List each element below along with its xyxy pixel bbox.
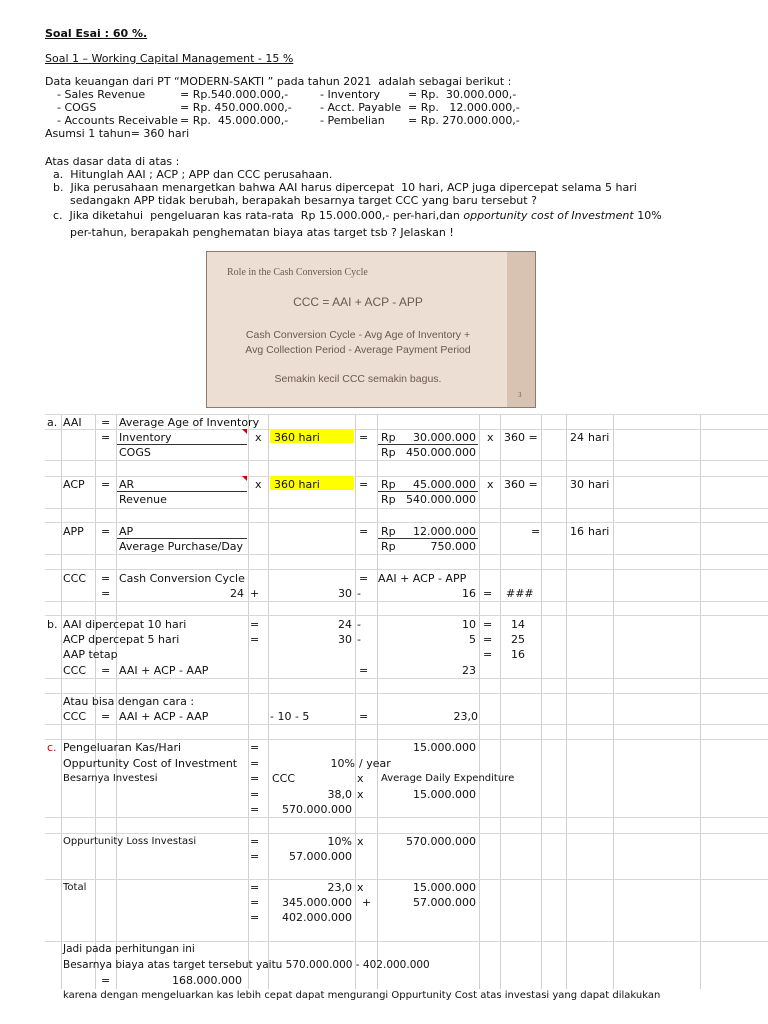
data-value: = Rp. 12.000.000,-: [408, 101, 520, 114]
b-aai-result: 14: [511, 618, 525, 631]
avg-purchase-value: 750.000: [430, 540, 476, 553]
question-c-end: 10%: [633, 209, 662, 222]
comment-marker: [242, 429, 247, 434]
cogs-label: COGS: [119, 446, 151, 459]
app-label: APP: [63, 525, 84, 538]
equals-sign: =: [250, 896, 260, 909]
c-loss-base: 570.000.000: [406, 835, 476, 848]
multiply-sign: x: [357, 772, 364, 785]
data-label: - Inventory: [320, 88, 381, 101]
c-ade-value: 15.000.000: [413, 788, 476, 801]
equals-sign: =: [250, 772, 260, 785]
equals-sign: =: [250, 881, 260, 894]
equals-sign: =: [250, 835, 260, 848]
revenue-value: 540.000.000: [406, 493, 476, 506]
days-unit: hari: [588, 431, 610, 444]
c-total-ade: 15.000.000: [413, 881, 476, 894]
question-c-cont: per-tahun, berapakah penghematan biaya atas target tsb ? Jelaskan !: [70, 226, 454, 239]
b-acp-label: ACP dpercepat 5 hari: [63, 633, 180, 646]
equals-sign: =: [250, 850, 260, 863]
slide-image: [206, 251, 536, 408]
equals-sign: =: [101, 478, 111, 491]
section-title: Soal 1 – Working Capital Management - 15 %: [45, 52, 294, 65]
question-b: b. Jika perusahaan menargetkan bahwa AAI harus dipercepat 10 hari, ACP juga dipercepat selama 5 hari: [53, 181, 637, 194]
equals-sign: =: [101, 431, 111, 444]
equals-sign: =: [250, 911, 260, 924]
data-label: - Pembelian: [320, 114, 385, 127]
b-aai-value: 24: [338, 618, 352, 631]
slide-formula: CCC = AAI + ACP - APP: [293, 295, 423, 309]
equals-sign: =: [359, 431, 369, 444]
b-ccc-formula: AAI + ACP - AAP: [119, 664, 209, 677]
slide-page-number: 3: [518, 391, 522, 399]
slide-desc-line1: Cash Conversion Cycle - Avg Age of Inventory +: [245, 329, 471, 341]
rp-label: Rp: [381, 431, 396, 444]
c-loss-label: Oppurtunity Loss Investasi: [63, 836, 197, 847]
data-value: = Rp. 30.000.000,-: [408, 88, 517, 101]
b-acp-value: 30: [338, 633, 352, 646]
revenue-label: Revenue: [119, 493, 167, 506]
days-unit: hari: [588, 478, 610, 491]
conclusion-result: 168.000.000: [172, 974, 242, 987]
inventory-value: 30.000.000: [413, 431, 476, 444]
question-c-text: c. Jika diketahui pengeluaran kas rata-rata Rp 15.000.000,- per-hari,dan: [53, 209, 464, 222]
assumption: Asumsi 1 tahun= 360 hari: [45, 127, 190, 140]
days-360: 360 hari: [274, 478, 320, 491]
minus-sign: -: [357, 633, 361, 646]
c-total-ccc: 23,0: [327, 881, 352, 894]
comment-marker: [242, 476, 247, 481]
c-ade-label: Average Daily Expenditure: [381, 773, 515, 784]
conclusion-line: Besarnya biaya atas target tersebut yaitu 570.000.000 - 402.000.000: [63, 959, 430, 971]
equals-sign: =: [483, 587, 493, 600]
ccc-app-value: 16: [462, 587, 476, 600]
days-unit: hari: [588, 525, 610, 538]
c-opp-label: Oppurtunity Cost of Investment: [63, 757, 238, 770]
equals-sign: =: [101, 572, 111, 585]
equals-sign: =: [359, 664, 369, 677]
rp-label: Rp: [381, 525, 396, 538]
question-c: [53, 209, 662, 222]
equals-sign: =: [101, 974, 111, 987]
c-total-result: 402.000.000: [282, 911, 352, 924]
plus-sign: +: [250, 587, 260, 600]
minus-sign: -: [357, 587, 361, 600]
days-360: 360 hari: [274, 431, 320, 444]
slide-desc-line2: Avg Collection Period - Average Payment Period: [245, 344, 471, 356]
question-a: a. Hitunglah AAI ; ACP ; APP dan CCC perusahaan.: [53, 168, 333, 181]
equals-sign: =: [359, 572, 369, 585]
alt-method-label: Atau bisa dengan cara :: [63, 695, 195, 708]
c-total-loss: 57.000.000: [413, 896, 476, 909]
data-value: = Rp. 45.000.000,-: [180, 114, 289, 127]
rp-label: Rp: [381, 478, 396, 491]
alt-ccc-result: 23,0: [453, 710, 478, 723]
days-360-factor: 360 =: [504, 431, 538, 444]
ccc-acp-value: 30: [338, 587, 352, 600]
ap-label: AP: [119, 525, 134, 538]
conclusion-intro: Jadi pada perhitungan ini: [63, 943, 195, 955]
b-acp-result: 25: [511, 633, 525, 646]
b-aai-reduction: 10: [462, 618, 476, 631]
data-value: = Rp. 270.000.000,-: [408, 114, 520, 127]
c-total-label: Total: [63, 882, 87, 893]
problem-intro: Data keuangan dari PT “MODERN-SAKTI ” pada tahun 2021 adalah sebagai berikut :: [45, 75, 512, 88]
c-loss-pct: 10%: [327, 835, 352, 848]
c-ccc-value: 38,0: [327, 788, 352, 801]
ccc-aai-value: 24: [230, 587, 244, 600]
inventory-label: Inventory: [119, 431, 172, 444]
question-c-italic: opportunity cost of Investment: [463, 209, 634, 222]
c-cash-label: Pengeluaran Kas/Hari: [63, 741, 182, 754]
page-title: Soal Esai : 60 %.: [45, 27, 148, 40]
c-total-investment: 345.000.000: [282, 896, 352, 909]
multiply-sign: x: [357, 788, 364, 801]
multiply-sign: x: [255, 478, 262, 491]
multiply-sign: x: [357, 835, 364, 848]
c-investment-value: 570.000.000: [282, 803, 352, 816]
rp-label: Rp: [381, 446, 396, 459]
equals-sign: =: [483, 618, 493, 631]
part-c-label: c.: [47, 741, 57, 754]
aai-definition: Average Age of Inventory: [119, 416, 260, 429]
equals-sign: =: [101, 664, 111, 677]
aai-label: AAI: [63, 416, 82, 429]
ccc-label: CCC: [63, 572, 87, 585]
equals-sign: =: [250, 741, 260, 754]
alt-reductions: - 10 - 5: [270, 710, 310, 723]
data-value: = Rp.540.000.000,-: [180, 88, 289, 101]
equals-sign: =: [250, 803, 260, 816]
ar-value: 45.000.000: [413, 478, 476, 491]
b-acp-reduction: 5: [469, 633, 476, 646]
equals-sign: =: [250, 788, 260, 801]
multiply-sign: x: [357, 881, 364, 894]
equals-sign: =: [101, 416, 111, 429]
days-360-factor: 360 =: [504, 478, 538, 491]
c-opp-unit: / year: [359, 757, 391, 770]
ap-value: 12.000.000: [413, 525, 476, 538]
c-cash-value: 15.000.000: [413, 741, 476, 754]
app-result: 16: [570, 525, 584, 538]
ar-label: AR: [119, 478, 135, 491]
c-investment-label: Besarnya Investesi: [63, 773, 158, 784]
slide-title: Role in the Cash Conversion Cycle: [227, 267, 368, 278]
minus-sign: -: [357, 618, 361, 631]
equals-sign: =: [250, 757, 260, 770]
alt-ccc-label: CCC: [63, 710, 87, 723]
equals-sign: =: [250, 633, 260, 646]
alt-ccc-formula: AAI + ACP - AAP: [119, 710, 209, 723]
part-b-label: b.: [47, 618, 58, 631]
slide-side-strip: [507, 252, 535, 407]
b-ccc-result: 23: [462, 664, 476, 677]
question-b-cont: sedangakn APP tidak berubah, berapakah besarnya target CCC yang baru tersebut ?: [70, 194, 537, 207]
data-label: - Sales Revenue: [57, 88, 146, 101]
equals-sign: =: [483, 633, 493, 646]
ccc-result-overflow: ###: [506, 587, 534, 600]
equals-sign: =: [101, 525, 111, 538]
b-ccc-label: CCC: [63, 664, 87, 677]
b-app-label: AAP tetap: [63, 648, 118, 661]
ccc-definition: Cash Conversion Cycle: [119, 572, 245, 585]
b-aai-label: AAI dipercepat 10 hari: [63, 618, 187, 631]
equals-sign: =: [359, 525, 369, 538]
conclusion-explanation: karena dengan mengeluarkan kas lebih cepat dapat mengurangi Oppurtunity Cost atas investasi yang dapat dilakukan: [63, 990, 661, 1001]
equals-sign: =: [101, 710, 111, 723]
c-ccc-label: CCC: [272, 772, 296, 785]
multiply-sign: x: [487, 431, 494, 444]
acp-result: 30: [570, 478, 584, 491]
avg-purchase-label: Average Purchase/Day: [119, 540, 244, 553]
equals-sign: =: [531, 525, 541, 538]
data-label: - Acct. Payable: [320, 101, 402, 114]
equals-sign: =: [101, 587, 111, 600]
data-value: = Rp. 450.000.000,-: [180, 101, 292, 114]
data-label: - COGS: [57, 101, 97, 114]
question-intro: Atas dasar data di atas :: [45, 155, 180, 168]
equals-sign: =: [483, 648, 493, 661]
part-a-label: a.: [47, 416, 58, 429]
slide-note: Semakin kecil CCC semakin bagus.: [274, 373, 442, 385]
equals-sign: =: [250, 618, 260, 631]
rp-label: Rp: [381, 540, 396, 553]
ccc-formula: AAI + ACP - APP: [378, 572, 467, 585]
multiply-sign: x: [255, 431, 262, 444]
cogs-value: 450.000.000: [406, 446, 476, 459]
plus-sign: +: [362, 896, 372, 909]
equals-sign: =: [359, 710, 369, 723]
rp-label: Rp: [381, 493, 396, 506]
equals-sign: =: [359, 478, 369, 491]
c-loss-result: 57.000.000: [289, 850, 352, 863]
c-opp-value: 10%: [330, 757, 355, 770]
aai-result: 24: [570, 431, 584, 444]
b-app-result: 16: [511, 648, 525, 661]
multiply-sign: x: [487, 478, 494, 491]
acp-label: ACP: [63, 478, 85, 491]
data-label: - Accounts Receivable: [57, 114, 178, 127]
